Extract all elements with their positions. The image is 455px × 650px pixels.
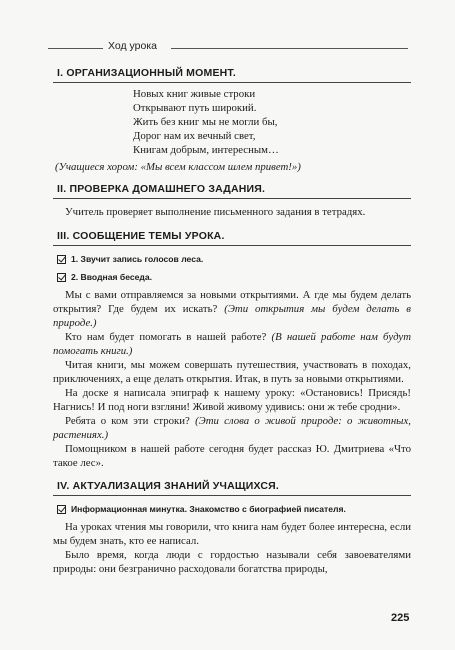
paragraph xyxy=(53,414,411,442)
header-title: Ход урока xyxy=(108,40,158,52)
poem-line: Дорог нам их вечный свет, xyxy=(133,130,256,142)
poem-line: Книгам добрым, интересным… xyxy=(133,144,279,156)
page-content xyxy=(53,65,411,576)
checkbox-checked-icon xyxy=(57,505,66,514)
poem xyxy=(133,87,411,157)
section-heading-homework: II. ПРОВЕРКА ДОМАШНЕГО ЗАДАНИЯ. xyxy=(53,181,411,199)
paragraph-text: Кто нам будет помогать в нашей работе? xyxy=(65,331,267,343)
step-label: 1. Звучит запись голосов леса. xyxy=(71,254,204,264)
chorus-line: (Учащиеся хором: «Мы всем классом шлем привет!») xyxy=(55,161,301,173)
page-header xyxy=(48,40,408,56)
paragraph-answer: (Эти слова о живой природе: о животных, растениях.) xyxy=(53,415,411,441)
section-heading-topic: III. СООБЩЕНИЕ ТЕМЫ УРОКА. xyxy=(53,228,411,246)
section-heading-organizational: I. ОРГАНИЗАЦИОННЫЙ МОМЕНТ. xyxy=(53,65,411,83)
paragraph-text: Ребята о ком эти строки? xyxy=(65,415,190,427)
section-heading-actualization: IV. АКТУАЛИЗАЦИЯ ЗНАНИЙ УЧАЩИХСЯ. xyxy=(53,478,411,496)
checkbox-checked-icon xyxy=(57,273,66,282)
step-label: Информационная минутка. Знакомство с биографией писателя. xyxy=(71,504,346,514)
paragraph: Помощником в нашей работе сегодня будет рассказ Ю. Дмитриева «Что такое лес». xyxy=(53,443,411,469)
paragraph-answer: (Эти открытия мы будем делать в природе.) xyxy=(53,303,411,329)
step-forest-sounds xyxy=(57,254,411,264)
paragraph xyxy=(53,330,411,358)
spacer xyxy=(53,470,411,478)
checkbox-checked-icon xyxy=(57,255,66,264)
paragraph xyxy=(53,288,411,330)
paragraph: Читая книги, мы можем совершать путешествия, участвовать в походах, приключениях, а еще делать открытия. Итак, в путь за новыми открытиями. xyxy=(53,359,411,385)
step-info-minute xyxy=(57,504,411,514)
paragraph: На доске я написала эпиграф к нашему уроку: «Остановись! Присядь! Нагнись! И под ноги взгляни! Живой живому удивись: они ж тебе сродни». xyxy=(53,387,411,413)
step-intro-conversation xyxy=(57,272,411,282)
step-label: 2. Вводная беседа. xyxy=(71,272,153,282)
paragraph-answer: (В нашей работе нам будут помогать книги.) xyxy=(53,331,411,357)
homework-text: Учитель проверяет выполнение письменного задания в тетрадях. xyxy=(65,206,366,218)
poem-line: Новых книг живые строки xyxy=(133,88,256,100)
header-rule-left xyxy=(48,48,103,49)
page-number: 225 xyxy=(391,612,410,624)
header-rule-right xyxy=(171,48,408,49)
paragraph: Было время, когда люди с гордостью называли себя завоевателями природы: они безгранично расходовали богатства природы, xyxy=(53,549,411,575)
paragraph-text: Мы с вами отправляемся за новыми открытиями. А где мы будем делать открытия? Где будем их искать? xyxy=(53,289,411,315)
paragraph: На уроках чтения мы говорили, что книга нам будет более интересна, если мы будем знать, кто ее написал. xyxy=(53,521,411,547)
poem-line: Открывают путь широкий. xyxy=(133,102,257,114)
poem-line: Жить без книг мы не могли бы, xyxy=(133,116,278,128)
